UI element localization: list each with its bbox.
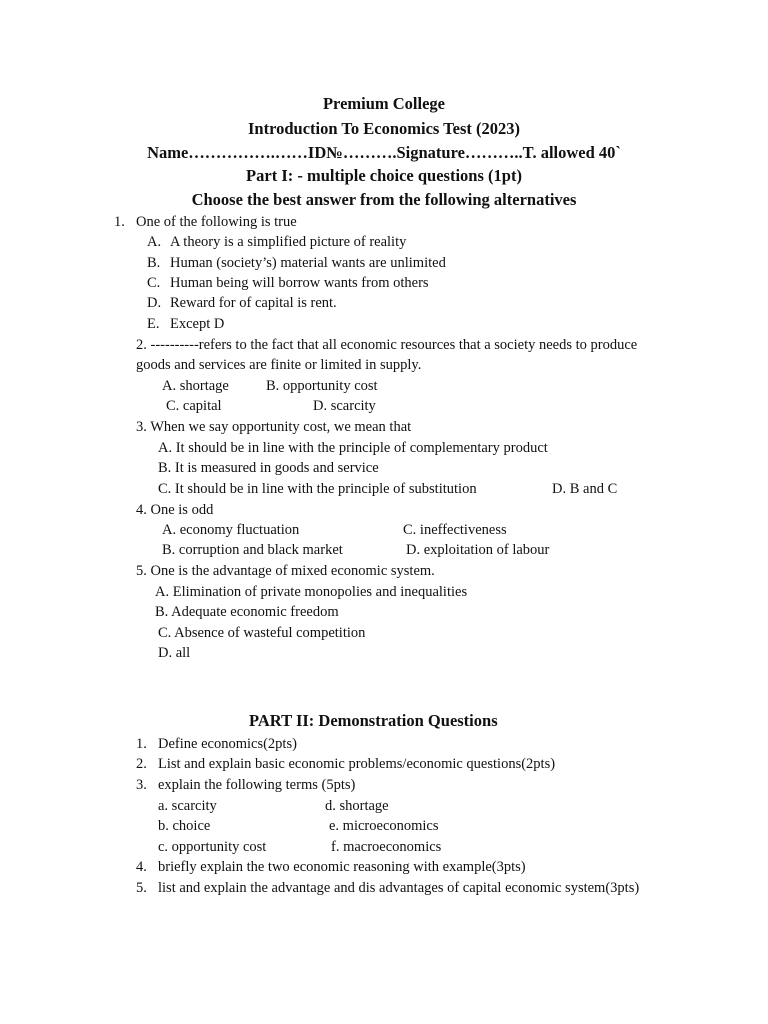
q1-option-text: A theory is a simplified picture of reality — [170, 234, 407, 250]
term-e: e. microeconomics — [329, 818, 439, 834]
part2-item-text: List and explain basic economic problems/economic questions(2pts) — [158, 756, 556, 772]
part2-item-number: 2. — [136, 756, 147, 772]
q2-option-d: D. scarcity — [313, 398, 376, 414]
part1-instruction: Choose the best answer from the following alternatives — [191, 190, 577, 209]
term-a: a. scarcity — [158, 798, 217, 814]
student-info-line: Name…………….……ID№……….Signature………..T. allowed 40` — [147, 143, 621, 162]
q1-option-text: Except D — [170, 316, 225, 332]
part2-item-text: briefly explain the two economic reasoning with example(3pts) — [158, 859, 526, 875]
part2-item-number: 3. — [136, 777, 147, 793]
part2-item-text: list and explain the advantage and dis advantages of capital economic system(3pts) — [158, 880, 640, 896]
q3-option-c: C. It should be in line with the principle of substitution — [158, 481, 477, 497]
q4-option-a: A. economy fluctuation — [162, 522, 300, 538]
q5-option-b: B. Adequate economic freedom — [155, 604, 339, 620]
q3-option-b: B. It is measured in goods and service — [158, 460, 379, 476]
q1-option-letter: A. — [147, 234, 162, 250]
q3-option-d: D. B and C — [552, 481, 618, 497]
part1-title: Part I: - multiple choice questions (1pt) — [246, 166, 522, 185]
q1-option-letter: E. — [147, 316, 160, 332]
q4-option-d: D. exploitation of labour — [406, 542, 550, 558]
part2-item-number: 1. — [136, 736, 147, 752]
q3-text: 3. When we say opportunity cost, we mean that — [136, 419, 412, 435]
term-f: f. macroeconomics — [331, 839, 442, 855]
q2-text-line1: 2. ----------refers to the fact that all economic resources that a society needs to produce — [136, 337, 638, 353]
q2-option-b: B. opportunity cost — [266, 378, 378, 394]
part2-item-text: Define economics(2pts) — [158, 736, 297, 752]
part2-item-text: explain the following terms (5pts) — [158, 777, 356, 793]
q5-option-c: C. Absence of wasteful competition — [158, 625, 366, 641]
q1-text: One of the following is true — [136, 214, 297, 230]
q1-option-letter: C. — [147, 275, 161, 291]
part2-title: PART II: Demonstration Questions — [249, 711, 498, 730]
q4-text: 4. One is odd — [136, 502, 214, 518]
q5-option-d: D. all — [158, 645, 191, 661]
q1-number: 1. — [114, 214, 125, 230]
part2-item-number: 5. — [136, 880, 147, 896]
college-name: Premium College — [322, 94, 446, 113]
q3-option-a: A. It should be in line with the principle of complementary product — [158, 440, 548, 456]
q5-text: 5. One is the advantage of mixed economic system. — [136, 563, 435, 579]
q2-text-line2: goods and services are finite or limited in supply. — [136, 357, 422, 373]
q5-option-a: A. Elimination of private monopolies and inequalities — [155, 584, 468, 600]
test-title: Introduction To Economics Test (2023) — [248, 119, 520, 138]
q1-option-letter: D. — [147, 295, 162, 311]
term-c: c. opportunity cost — [158, 839, 267, 855]
q4-option-b: B. corruption and black market — [162, 542, 343, 558]
q1-option-text: Reward for of capital is rent. — [170, 295, 337, 311]
q2-option-a: A. shortage — [162, 378, 229, 394]
term-b: b. choice — [158, 818, 211, 834]
part2-item-number: 4. — [136, 859, 147, 875]
q1-option-letter: B. — [147, 255, 161, 271]
q1-option-text: Human (society’s) material wants are unlimited — [170, 255, 446, 271]
q4-option-c: C. ineffectiveness — [403, 522, 507, 538]
q1-option-text: Human being will borrow wants from others — [170, 275, 429, 291]
q2-option-c: C. capital — [166, 398, 222, 414]
term-d: d. shortage — [325, 798, 389, 814]
